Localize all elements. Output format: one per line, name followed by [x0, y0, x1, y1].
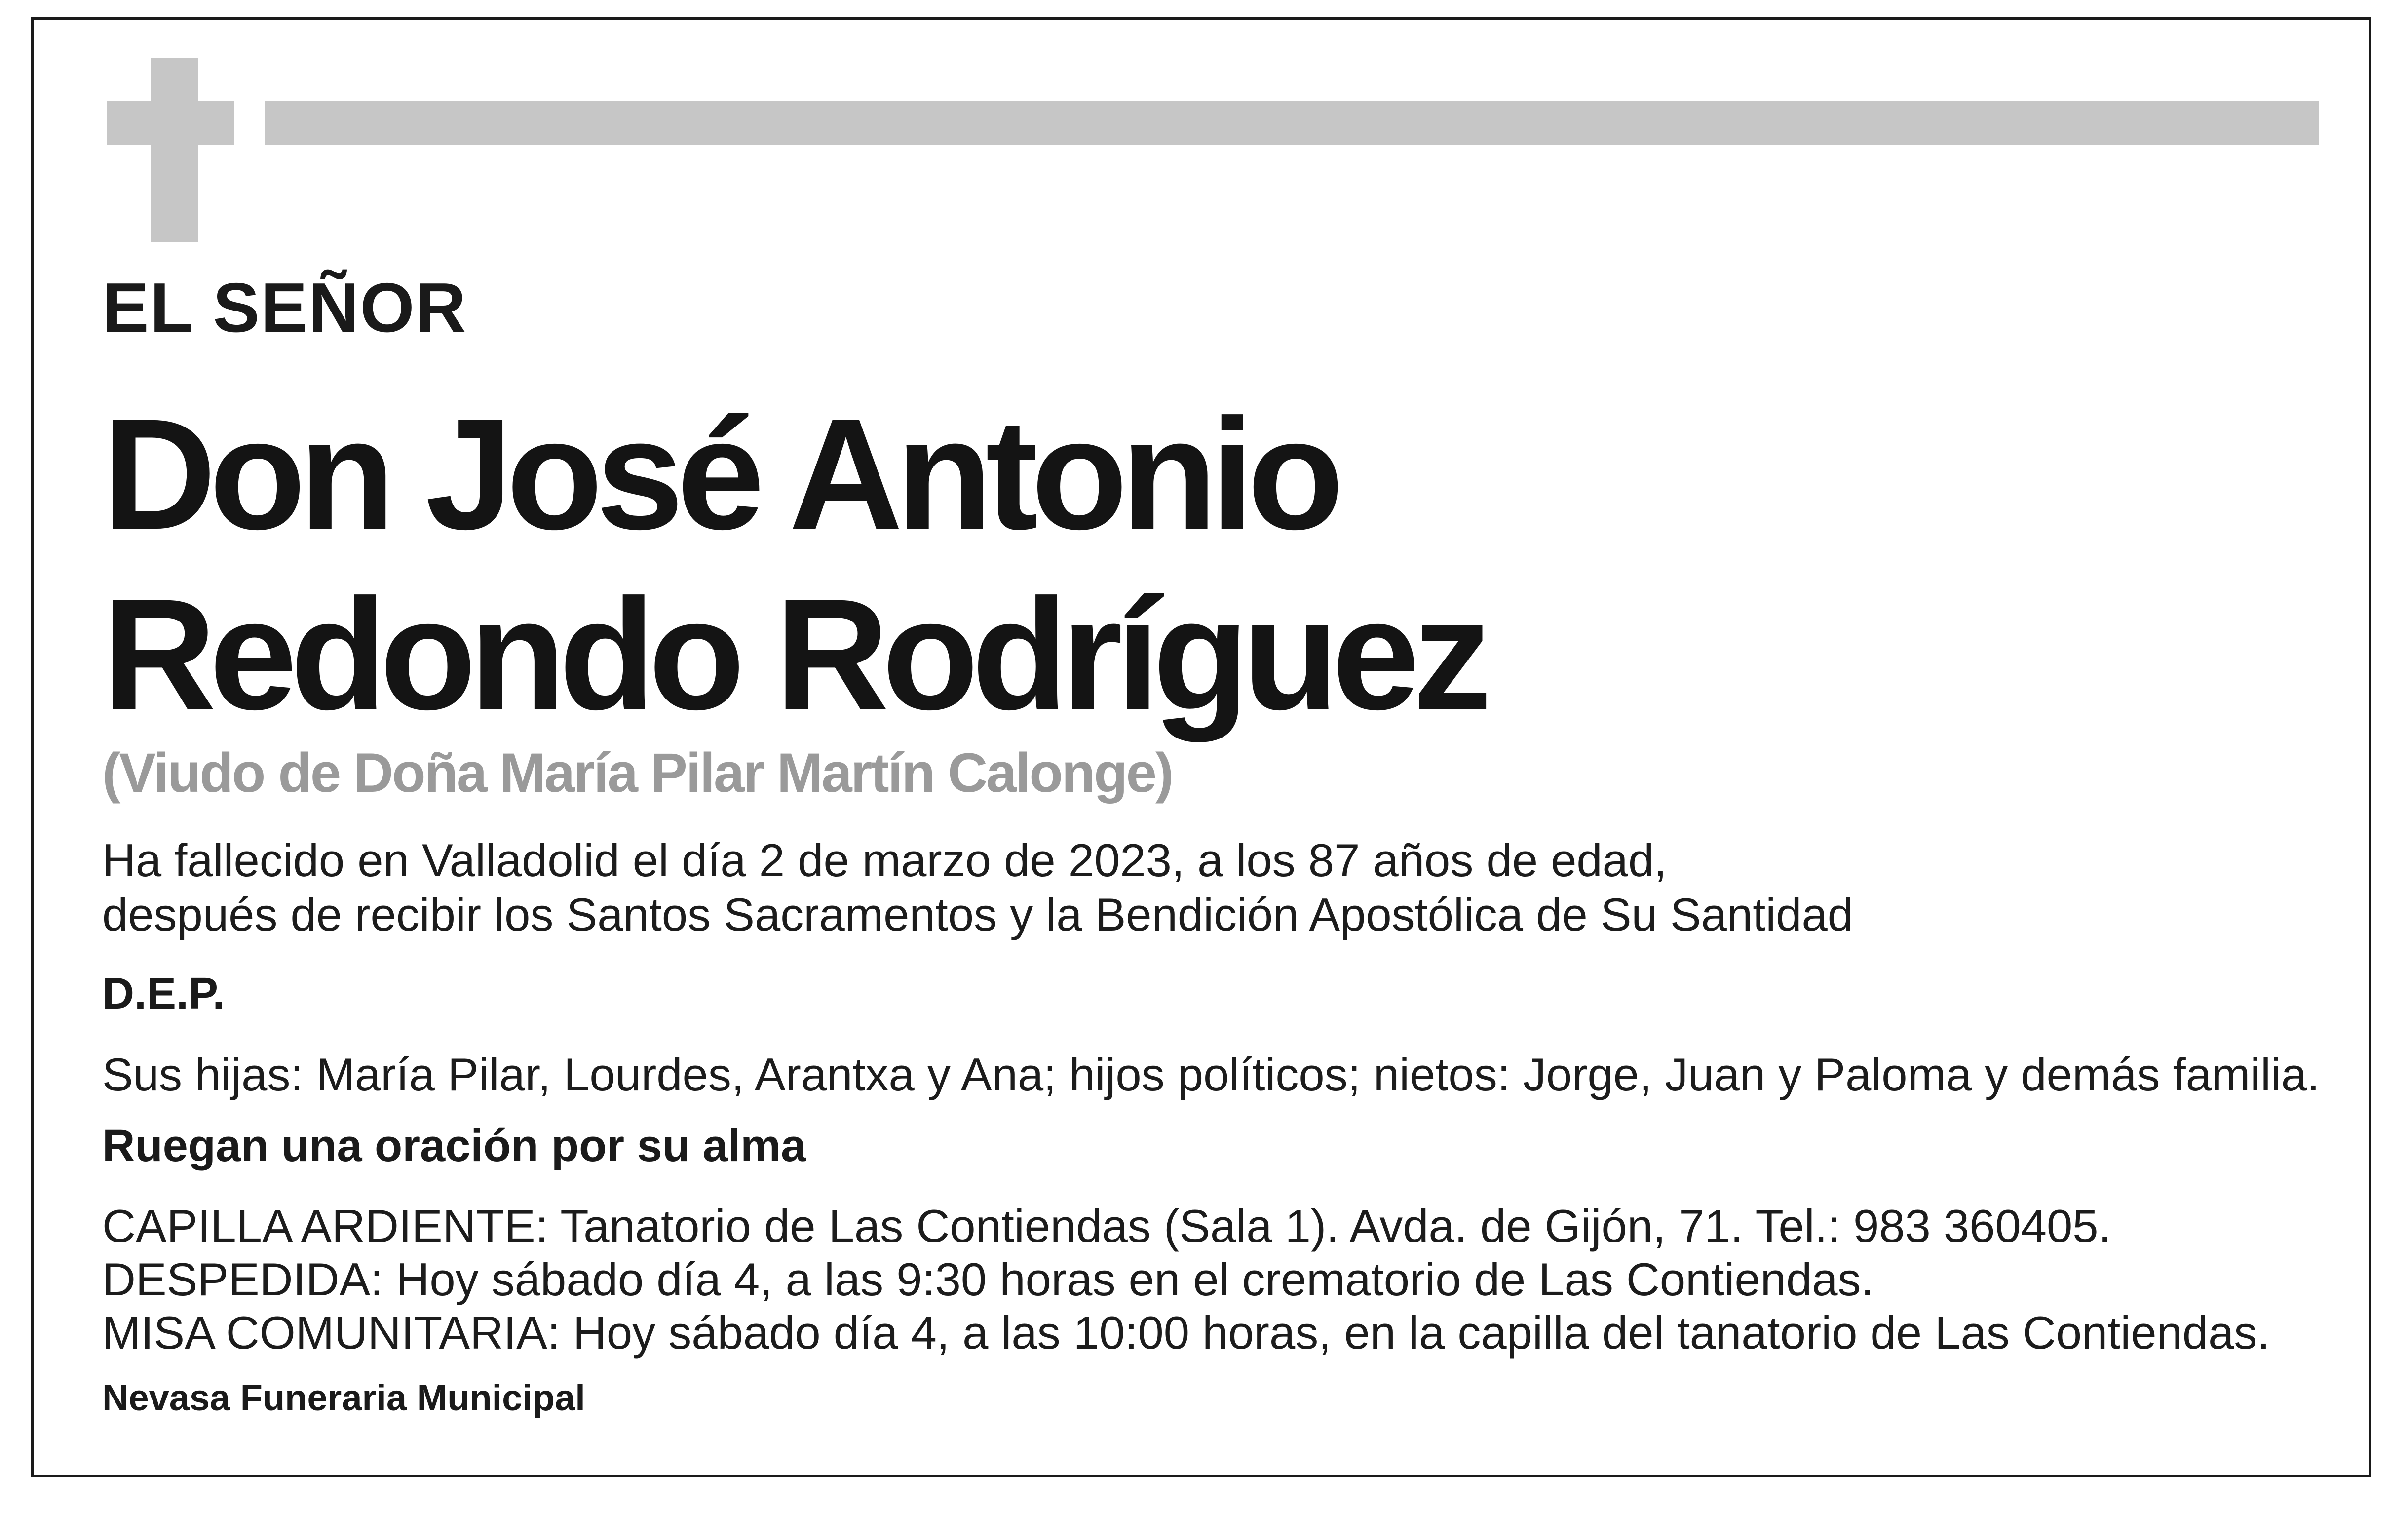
deceased-name-line-1: Don José Antonio: [102, 386, 1337, 562]
death-notice-line-1: Ha fallecido en Valladolid el día 2 de marzo de 2023, a los 87 años de edad,: [102, 834, 1667, 886]
prayer-request: Ruegan una oración por su alma: [102, 1121, 806, 1171]
cross-horizontal-bar: [107, 101, 234, 145]
family-list: Sus hijas: María Pilar, Lourdes, Arantxa y Ana; hijos políticos; nietos: Jorge, Juan y Paloma y demás familia.: [102, 1048, 2320, 1100]
deceased-name-line-2: Redondo Rodríguez: [102, 566, 1485, 742]
widower-note: (Viudo de Doña María Pilar Martín Calonge): [102, 742, 1173, 804]
funeral-home: Nevasa Funeraria Municipal: [102, 1377, 585, 1418]
rest-in-peace: D.E.P.: [102, 969, 225, 1018]
cross-vertical-bar: [151, 58, 198, 242]
farewell-info: DESPEDIDA: Hoy sábado día 4, a las 9:30 horas en el crematorio de Las Contiendas.: [102, 1253, 1874, 1305]
death-notice-line-2: después de recibir los Santos Sacramentos y la Bendición Apostólica de Su Santidad: [102, 889, 1854, 940]
honorific: EL SEÑOR: [102, 269, 467, 347]
header-rule: [265, 101, 2319, 145]
chapel-info: CAPILLA ARDIENTE: Tanatorio de Las Contiendas (Sala 1). Avda. de Gijón, 71. Tel.: 983 360405.: [102, 1200, 2111, 1252]
mass-info: MISA COMUNITARIA: Hoy sábado día 4, a las 10:00 horas, en la capilla del tanatorio de Las Contiendas.: [102, 1307, 2270, 1359]
